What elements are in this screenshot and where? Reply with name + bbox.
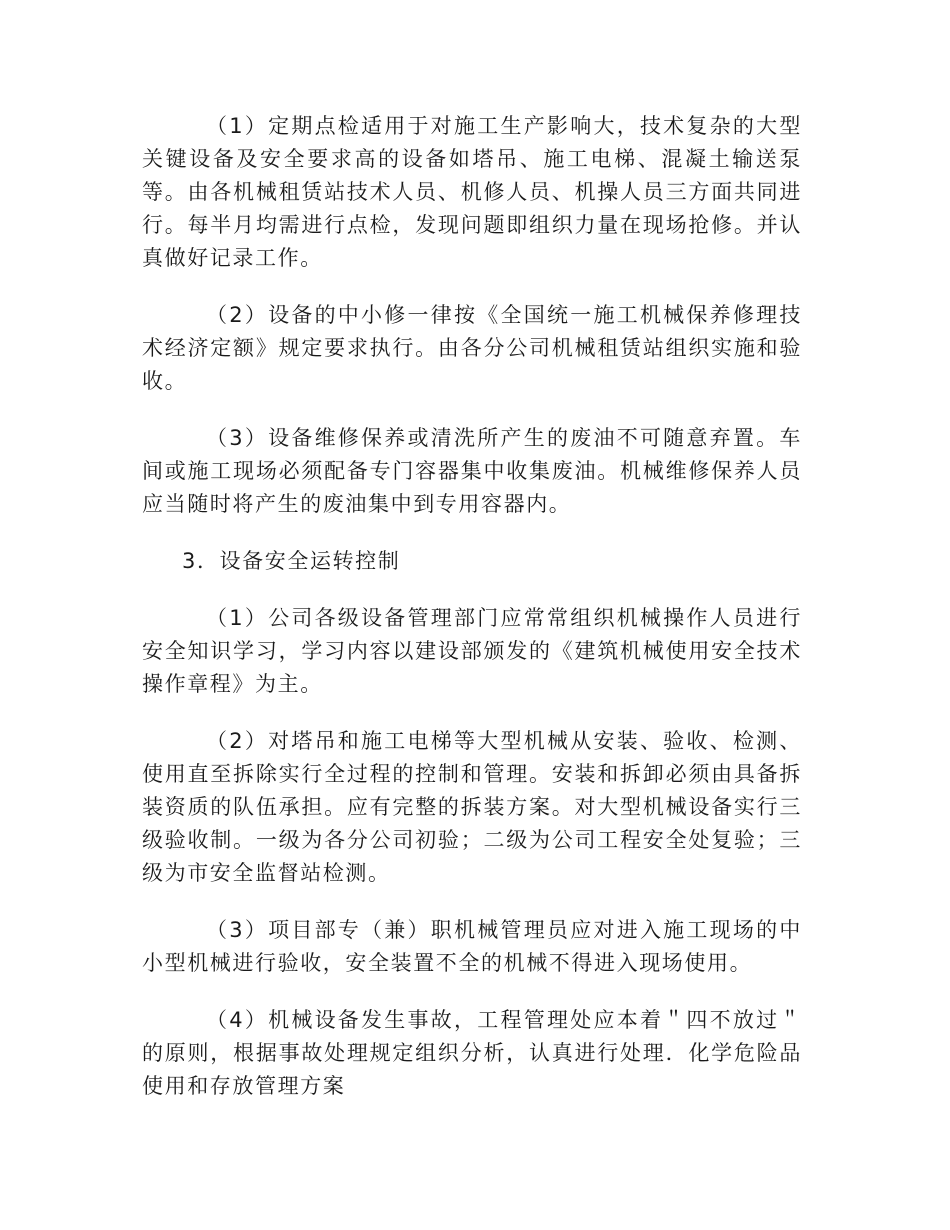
section-heading-safe-operation: 3．设备安全运转控制 (182, 549, 401, 573)
paragraph-minor-repair: （2）设备的中小修一律按《全国统一施工机械保养修理技术经济定额》规定要求执行。由各分公司机械租赁站组织实施和验收。 (142, 303, 802, 393)
paragraph-large-machinery: （2）对塔吊和施工电梯等大型机械从安装、验收、检测、使用直至拆除实行全过程的控制和管理。安装和拆卸必须由具备拆装资质的队伍承担。应有完整的拆装方案。对大型机械设备实行三级验收制。一级为各分公司初验；二级为公司工程安全处复验；三级为市安全监督站检测。 (142, 729, 802, 885)
paragraph-periodic-inspection: （1）定期点检适用于对施工生产影响大，技术复杂的大型关键设备及安全要求高的设备如塔吊、施工电梯、混凝土输送泵等。由各机械租赁站技术人员、机修人员、机操人员三方面共同进行。每半月均需进行点检，发现问题即组织力量在现场抢修。并认真做好记录工作。 (142, 114, 802, 270)
paragraph-small-machinery: （3）项目部专（兼）职机械管理员应对进入施工现场的中小型机械进行验收，安全装置不全的机械不得进入现场使用。 (142, 918, 802, 975)
paragraph-accident-handling: （4）机械设备发生事故，工程管理处应本着＂四不放过＂的原则，根据事故处理规定组织分析，认真进行处理．化学危险品使用和存放管理方案 (142, 1008, 802, 1098)
paragraph-safety-training: （1）公司各级设备管理部门应常常组织机械操作人员进行安全知识学习，学习内容以建设部颁发的《建筑机械使用安全技术操作章程》为主。 (142, 606, 802, 696)
paragraph-waste-oil: （3）设备维修保养或清洗所产生的废油不可随意弃置。车间或施工现场必须配备专门容器集中收集废油。机械维修保养人员应当随时将产生的废油集中到专用容器内。 (142, 426, 802, 516)
document-body (142, 110, 802, 1127)
